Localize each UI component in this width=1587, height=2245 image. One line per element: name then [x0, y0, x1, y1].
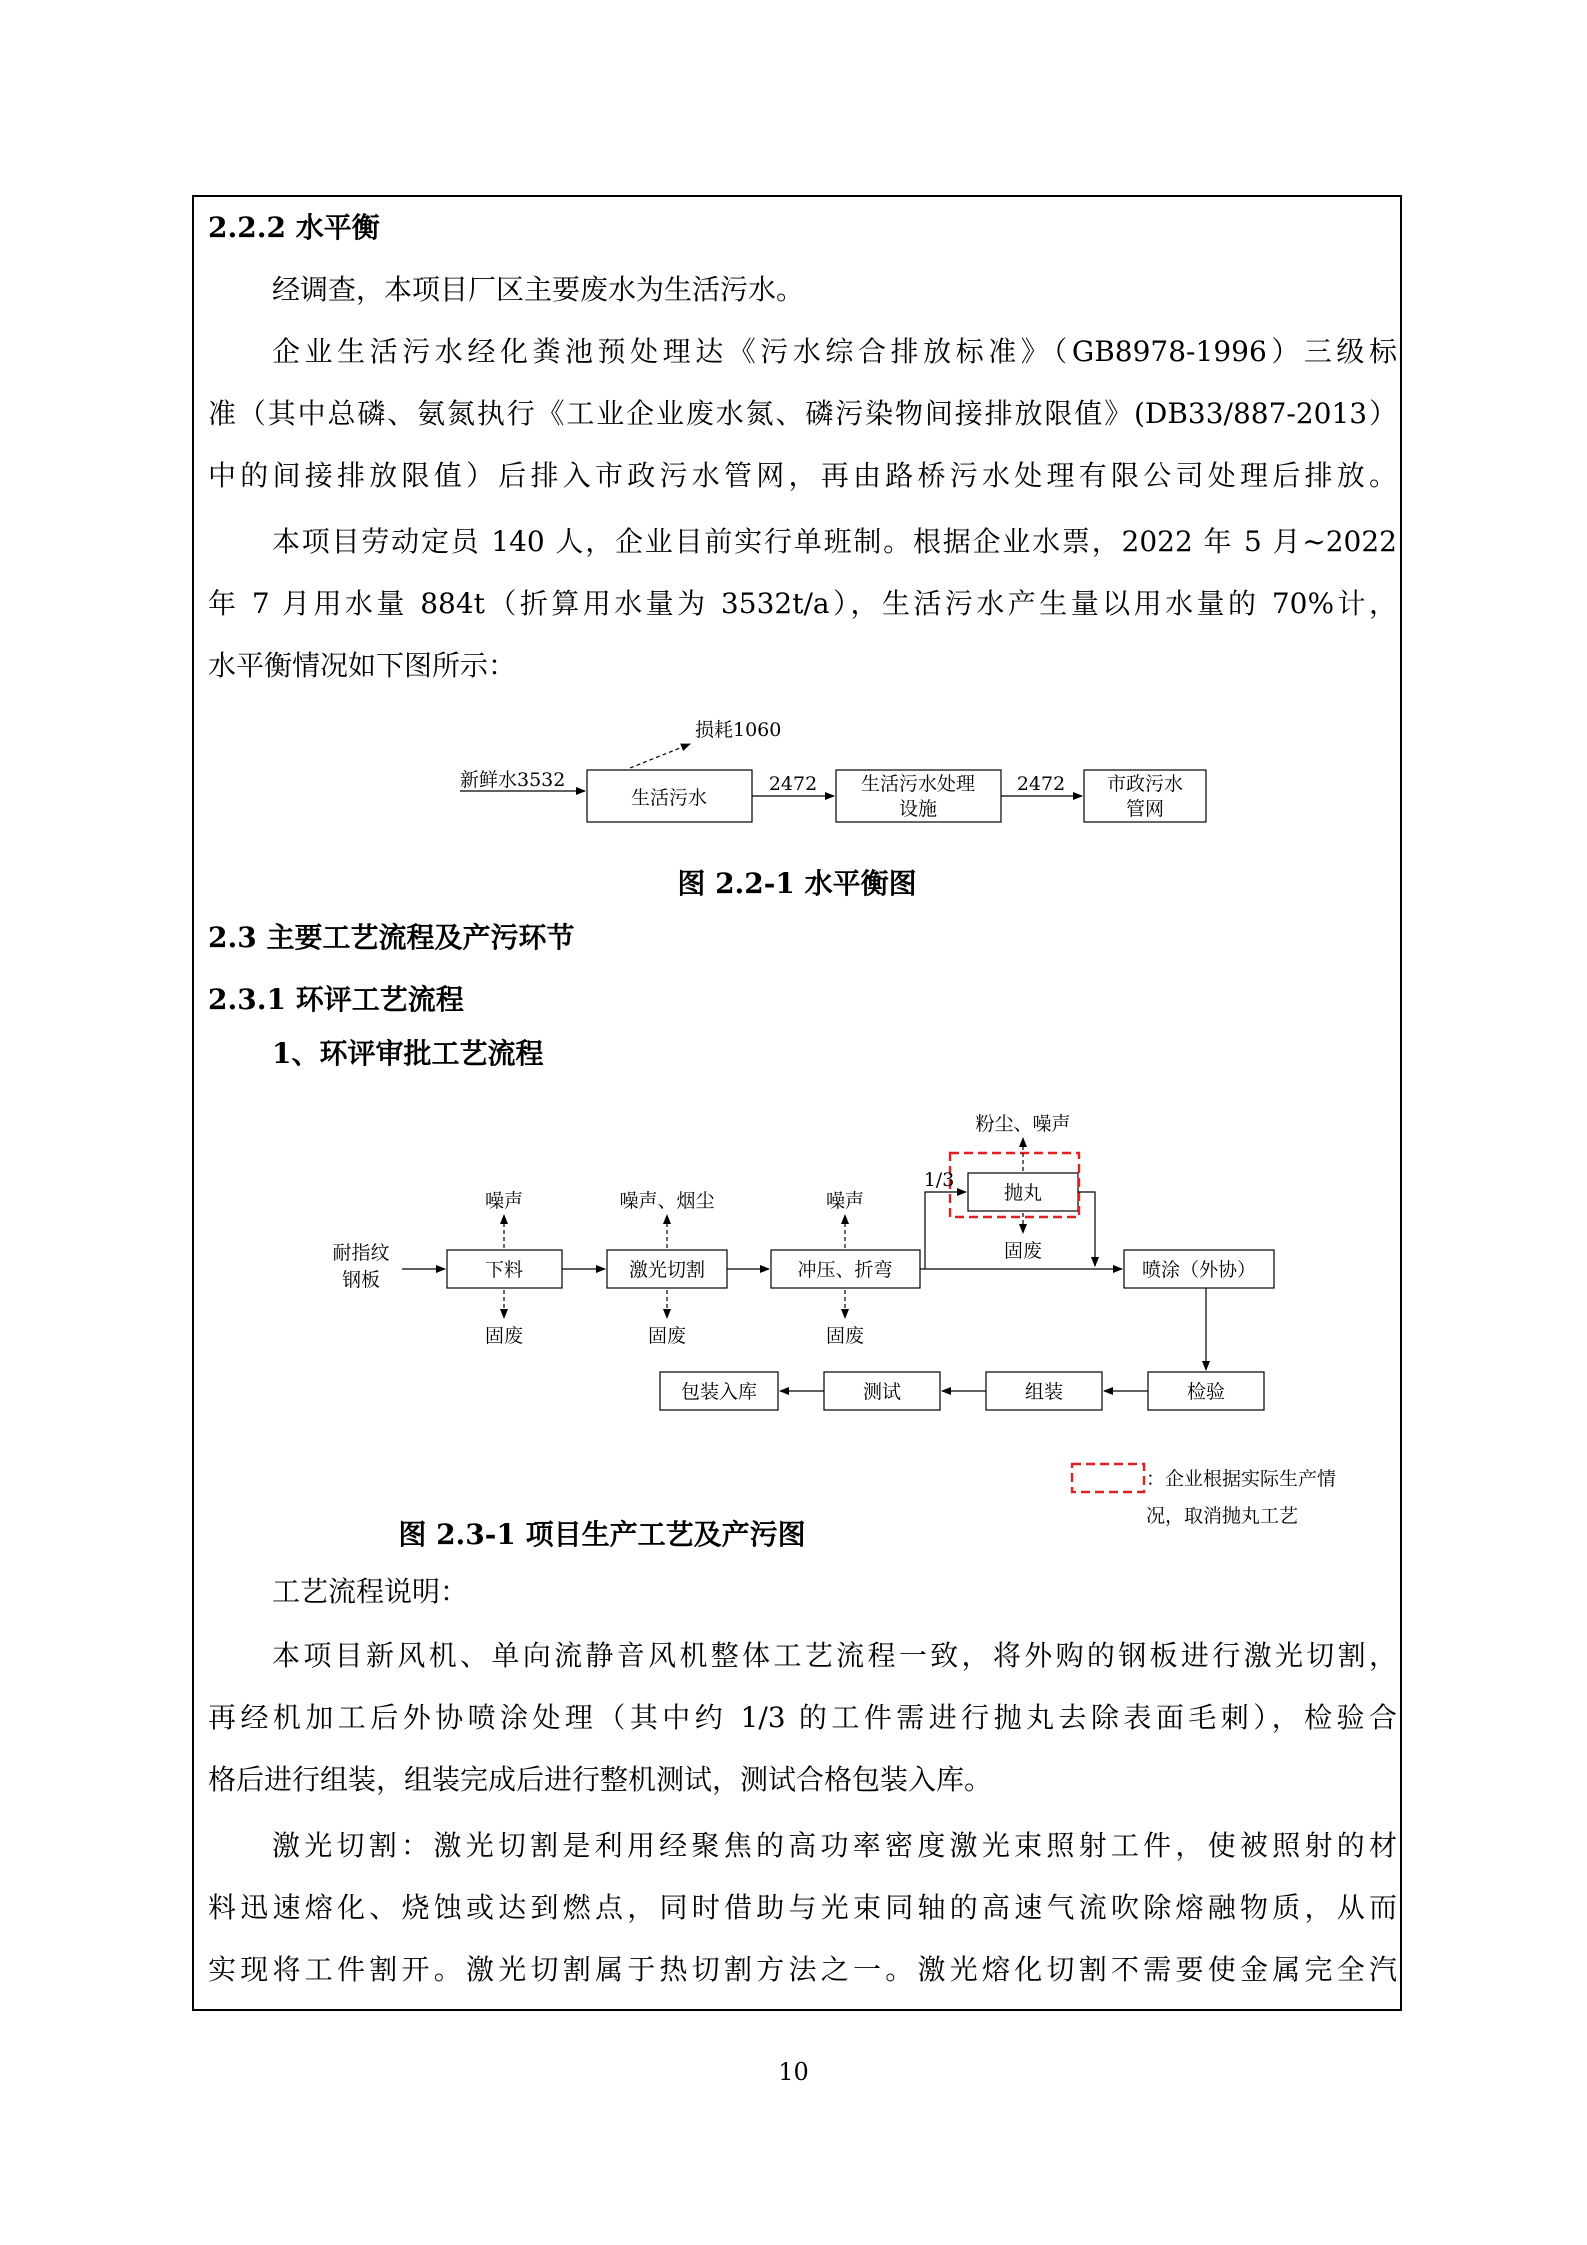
label-press: 冲压、折弯 [797, 1259, 893, 1281]
label-sewer-1: 市政污水 [1106, 773, 1184, 795]
paragraph-5-line-3: 格后进行组装，组装完成后进行整机测试，测试合格包装入库。 [208, 1763, 993, 1796]
paragraph-3-line-2: 年 7 月用水量 884t（折算用水量为 3532t/a），生活污水产生量以用水量的 70%计， [208, 587, 1397, 620]
label-facility-2: 设施 [898, 798, 938, 820]
label-inspect: 检验 [1186, 1381, 1226, 1403]
paragraph-3-line-1: 本项目劳动定员 140 人，企业目前实行单班制。根据企业水票，2022 年 5 月~2022 [272, 525, 1397, 558]
arrow-loss [630, 744, 690, 768]
label-press-noise: 噪声 [825, 1190, 865, 1212]
label-sewer-2: 管网 [1125, 798, 1165, 820]
legend-text-2: 况，取消抛丸工艺 [1146, 1505, 1299, 1527]
water-balance-diagram [440, 700, 1220, 840]
paragraph-6-line-3: 实现将工件割开。激光切割属于热切割方法之一。激光熔化切割不需要使金属完全汽 [208, 1953, 1397, 1986]
label-loss: 损耗1060 [695, 719, 782, 741]
paragraph-1: 经调查，本项目厂区主要废水为生活污水。 [272, 273, 805, 306]
paragraph-3-line-3: 水平衡情况如下图所示： [208, 649, 517, 682]
label-cut-noise: 噪声 [484, 1190, 524, 1212]
page-number: 10 [778, 2058, 809, 2086]
section-heading-2-3: 2.3 主要工艺流程及产污环节 [208, 921, 575, 954]
label-shot-solid: 固废 [1003, 1240, 1043, 1262]
paragraph-5-line-1: 本项目新风机、单向流静音风机整体工艺流程一致，将外购的钢板进行激光切割， [272, 1639, 1397, 1672]
paragraph-2-line-3: 中的间接排放限值）后排入市政污水管网，再由路桥污水处理有限公司处理后排放。 [208, 459, 1397, 492]
label-input-2: 钢板 [341, 1269, 381, 1291]
label-laser: 激光切割 [628, 1259, 706, 1281]
legend-text-1: ：企业根据实际生产情 [1146, 1468, 1337, 1490]
label-ratio: 1/3 [923, 1169, 955, 1191]
label-domestic: 生活污水 [630, 787, 708, 809]
figure-caption-2-2-1: 图 2.2-1 水平衡图 [677, 867, 917, 900]
label-laser-solid: 固废 [647, 1325, 687, 1347]
subheading-1: 1、环评审批工艺流程 [272, 1037, 544, 1070]
label-spray: 喷涂（外协） [1141, 1259, 1257, 1281]
label-test: 测试 [862, 1381, 902, 1403]
arrow-shot-spray [1078, 1192, 1095, 1266]
process-flow-diagram [320, 1090, 1400, 1570]
label-flow-2: 2472 [1016, 773, 1066, 795]
section-heading-2-2-2: 2.2.2 水平衡 [208, 211, 380, 244]
section-heading-2-3-1: 2.3.1 环评工艺流程 [208, 983, 464, 1016]
figure-caption-2-3-1: 图 2.3-1 项目生产工艺及产污图 [398, 1518, 806, 1551]
paragraph-2-line-2: 准（其中总磷、氨氮执行《工业企业废水氮、磷污染物间接排放限值》(DB33/887-2013） [208, 397, 1397, 430]
label-input-1: 耐指纹 [332, 1242, 390, 1264]
label-shot-dust-noise: 粉尘、噪声 [975, 1113, 1071, 1135]
label-flow-1: 2472 [768, 773, 818, 795]
label-laser-noise-smoke: 噪声、烟尘 [619, 1190, 715, 1212]
label-shot: 抛丸 [1003, 1182, 1043, 1204]
paragraph-4: 工艺流程说明： [272, 1575, 469, 1608]
label-facility-1: 生活污水处理 [860, 773, 976, 795]
paragraph-6-line-1: 激光切割：激光切割是利用经聚焦的高功率密度激光束照射工件，使被照射的材 [272, 1829, 1397, 1862]
label-cut: 下料 [484, 1259, 524, 1281]
paragraph-2-line-1: 企业生活污水经化粪池预处理达《污水综合排放标准》（GB8978-1996）三级标 [272, 335, 1397, 368]
label-assemble: 组装 [1024, 1381, 1064, 1403]
paragraph-6-line-2: 料迅速熔化、烧蚀或达到燃点，同时借助与光束同轴的高速气流吹除熔融物质，从而 [208, 1891, 1397, 1924]
label-cut-solid: 固废 [484, 1325, 524, 1347]
arrow-press-shot [925, 1192, 966, 1269]
label-press-solid: 固废 [825, 1325, 865, 1347]
label-pack: 包装入库 [680, 1381, 758, 1403]
paragraph-5-line-2: 再经机加工后外协喷涂处理（其中约 1/3 的工件需进行抛丸去除表面毛刺），检验合 [208, 1701, 1397, 1734]
label-fresh-water: 新鲜水3532 [460, 769, 566, 791]
legend-dashed-box [1072, 1464, 1144, 1492]
